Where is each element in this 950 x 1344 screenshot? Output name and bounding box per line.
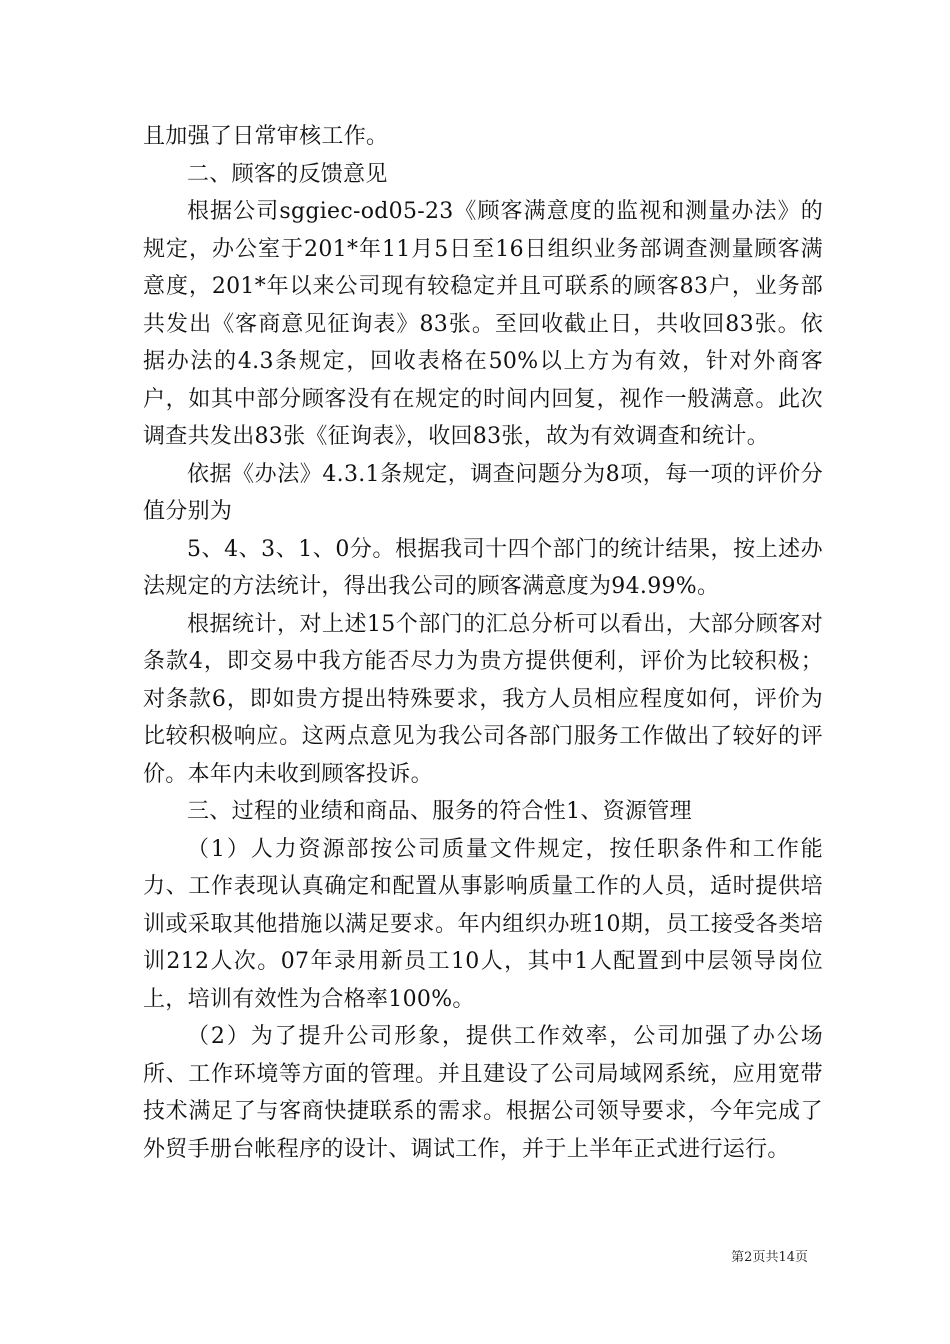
section-heading-customer-feedback: 二、顾客的反馈意见 — [187, 161, 388, 187]
page-number: 第2页共14页 — [731, 1250, 808, 1265]
paragraph-office-management: （2）为了提升公司形象，提供工作效率，公司加强了办公场所、工作环境等方面的管理。并且建设了公司局域网系统，应用宽带技术满足了与客商快捷联系的需求。根据公司领导要求，今年完成了外贸手册台帐程序的设计、调试工作，并于上半年正式进行运行。 — [143, 1024, 823, 1162]
section-heading-process-performance: 三、过程的业绩和商品、服务的符合性1、资源管理 — [187, 799, 692, 824]
paragraph-satisfaction-result: 5、4、3、1、0分。根据我司十四个部门的统计结果，按上述办法规定的方法统计，得出我公司的顾客满意度为94.99%。 — [143, 536, 823, 599]
paragraph-survey-method: 根据公司sggiec-od05-23《顾客满意度的监视和测量办法》的规定，办公室于201*年11月5日至16日组织业务部调查测量顾客满意度，201*年以来公司现有较稳定并且可联系的顾客83户，业务部共发出《客商意见征询表》83张。至回收截止日，共收回83张。依据办法的4.3条规定，回收表格在50%以上方为有效，针对外商客户，如其中部分顾客没有在规定的时间内回复，视作一般满意。此次调查共发出83张《征询表》，收回83张，故为有效调查和统计。 — [143, 199, 823, 449]
paragraph-human-resources: （1）人力资源部按公司质量文件规定，按任职条件和工作能力、工作表现认真确定和配置从事影响质量工作的人员，适时提供培训或采取其他措施以满足要求。年内组织办班10期，员工接受各类培训212人次。07年录用新员工10人，其中1人配置到中层领导岗位上，培训有效性为合格率100%。 — [143, 836, 823, 1012]
paragraph-scoring-rules: 依据《办法》4.3.1条规定，调查问题分为8项，每一项的评价分值分别为 — [143, 461, 823, 524]
paragraph-analysis: 根据统计，对上述15个部门的汇总分析可以看出，大部分顾客对条款4，即交易中我方能否尽力为贵方提供便利，评价为比较积极；对条款6，即如贵方提出特殊要求，我方人员相应程度如何，评价为比较积极响应。这两点意见为我公司各部门服务工作做出了较好的评价。本年内未收到顾客投诉。 — [143, 611, 823, 787]
paragraph-continuation: 且加强了日常审核工作。 — [143, 124, 389, 149]
document-body — [143, 118, 823, 1168]
